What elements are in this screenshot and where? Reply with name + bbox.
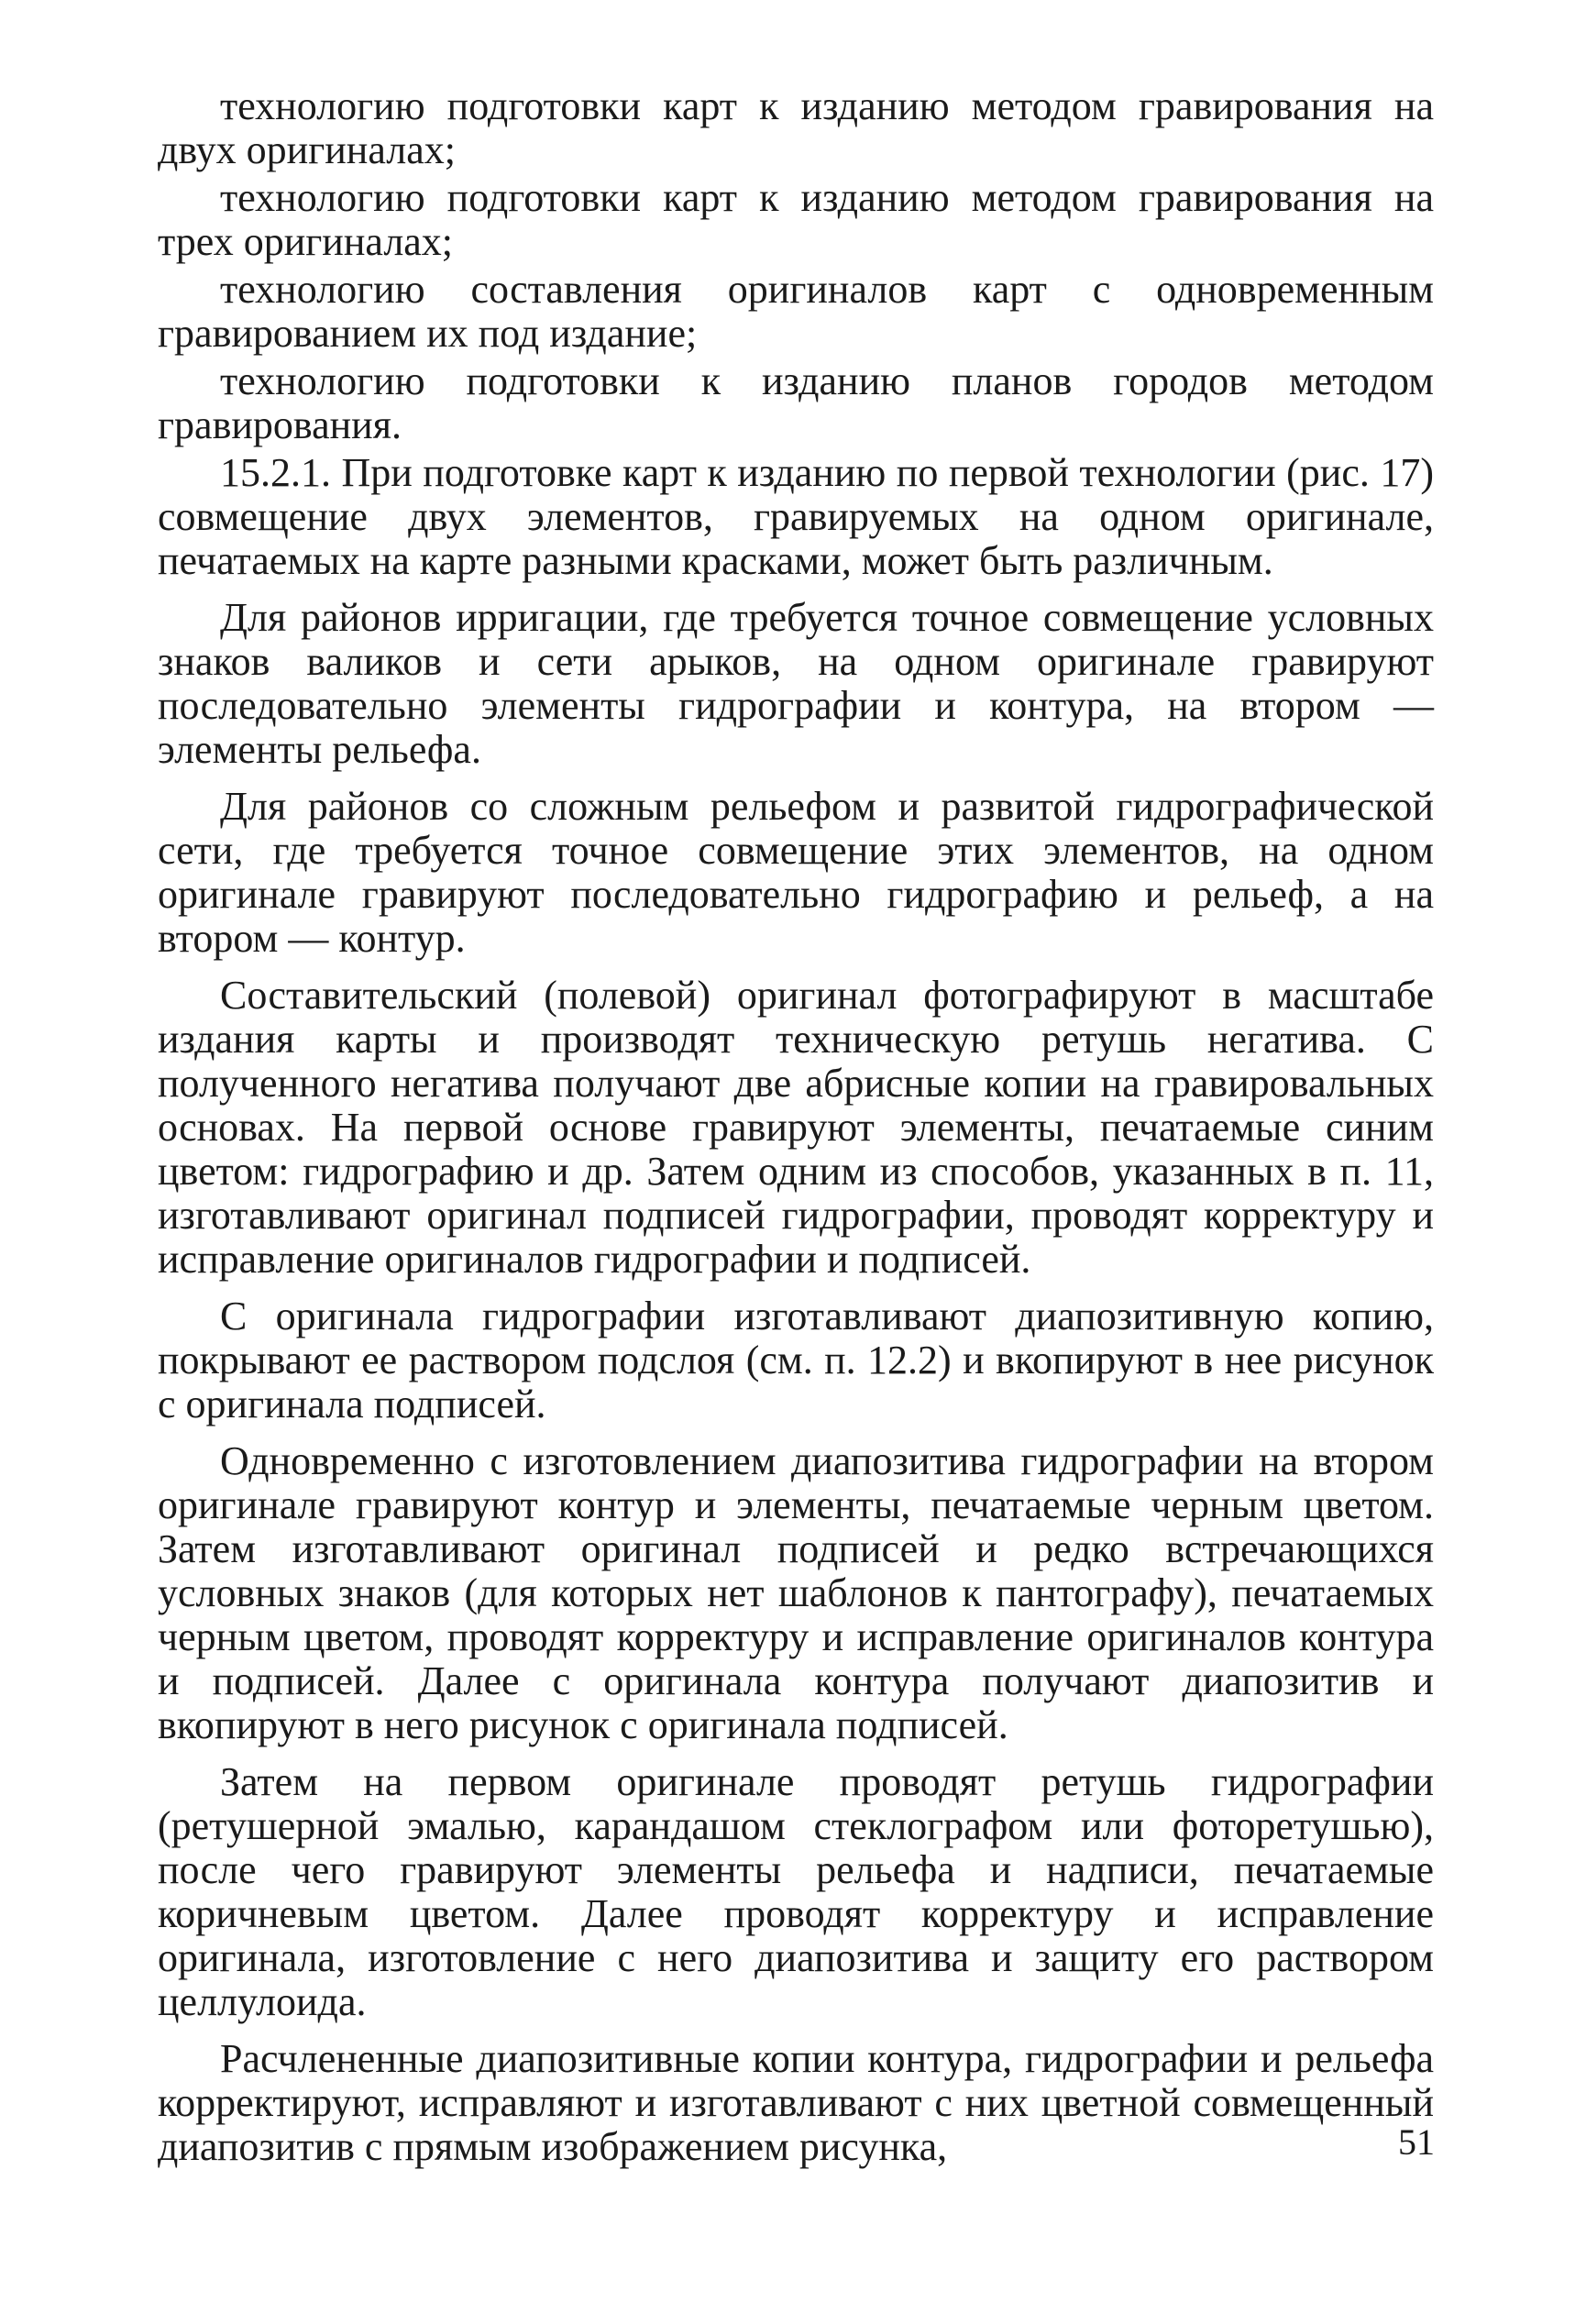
paragraph-complex-relief: Для районов со сложным рельефом и развитой гидрографической сети, где требуется точное совмещение этих элементов, на одном оригинале гравируют последовательно гидрографию и рельеф, а на втором — контур. xyxy=(158,784,1434,961)
paragraph-contour-engraving: Одновременно с изготовлением диапозитива гидрографии на втором оригинале гравируют контур и элементы, печатаемые черным цветом. Затем изготавливают оригинал подписей и редко встречающихся условных знаков (для которых нет шаблонов к пантографу), печатаемых черным цветом, проводят корректуру и исправление оригиналов контура и подписей. Далее с оригинала контура получают диапозитив и вкопируют в него рисунок с оригинала подписей. xyxy=(158,1438,1434,1747)
paragraph-compilation-original: Составительский (полевой) оригинал фотографируют в масштабе издания карты и производят техническую ретушь негатива. С полученного негатива получают две абрисные копии на гравировальных основах. На первой основе гравируют элементы, печатаемые синим цветом: гидрографию и др. Затем одним из способов, указанных в п. 11, изготавливают оригинал подписей гидрографии, проводят корректуру и исправление оригиналов гидрографии и подписей. xyxy=(158,973,1434,1282)
list-item-technology-compilation: технологию составления оригиналов карт с одновременным гравированием их под издание; xyxy=(158,267,1434,356)
body-text xyxy=(158,84,1434,2175)
paragraph-irrigation-areas: Для районов ирригации, где требуется точное совмещение условных знаков валиков и сети арыков, на одном оригинале гравируют последовательно элементы гидрографии и контура, на втором — элементы рельефа. xyxy=(158,595,1434,772)
list-item-technology-three-originals: технологию подготовки карт к изданию методом гравирования на трех оригиналах; xyxy=(158,175,1434,264)
page-number: 51 xyxy=(1398,2121,1435,2163)
paragraph-hydrography-diapositive: С оригинала гидрографии изготавливают диапозитивную копию, покрывают ее раствором подслоя (см. п. 12.2) и вкопируют в нее рисунок с оригинала подписей. xyxy=(158,1294,1434,1426)
paragraph-separated-copies: Расчлененные диапозитивные копии контура, гидрографии и рельефа корректируют, исправляют и изготавливают с них цветной совмещенный диапозитив с прямым изображением рисунка, xyxy=(158,2036,1434,2169)
paragraph-section-15-2-1: 15.2.1. При подготовке карт к изданию по первой технологии (рис. 17) совмещение двух элементов, гравируемых на одном оригинале, печатаемых на карте разными красками, может быть различным. xyxy=(158,450,1434,583)
list-item-technology-two-originals: технологию подготовки карт к изданию методом гравирования на двух оригиналах; xyxy=(158,83,1434,172)
paragraph-relief-retouch: Затем на первом оригинале проводят ретушь гидрографии (ретушерной эмалью, карандашом стеклографом или фоторетушью), после чего гравируют элементы рельефа и надписи, печатаемые коричневым цветом. Далее проводят корректуру и исправление оригинала, изготовление с него диапозитива и защиту его раствором целлулоида. xyxy=(158,1759,1434,2024)
list-item-technology-city-plans: технологию подготовки к изданию планов городов методом гравирования. xyxy=(158,358,1434,447)
